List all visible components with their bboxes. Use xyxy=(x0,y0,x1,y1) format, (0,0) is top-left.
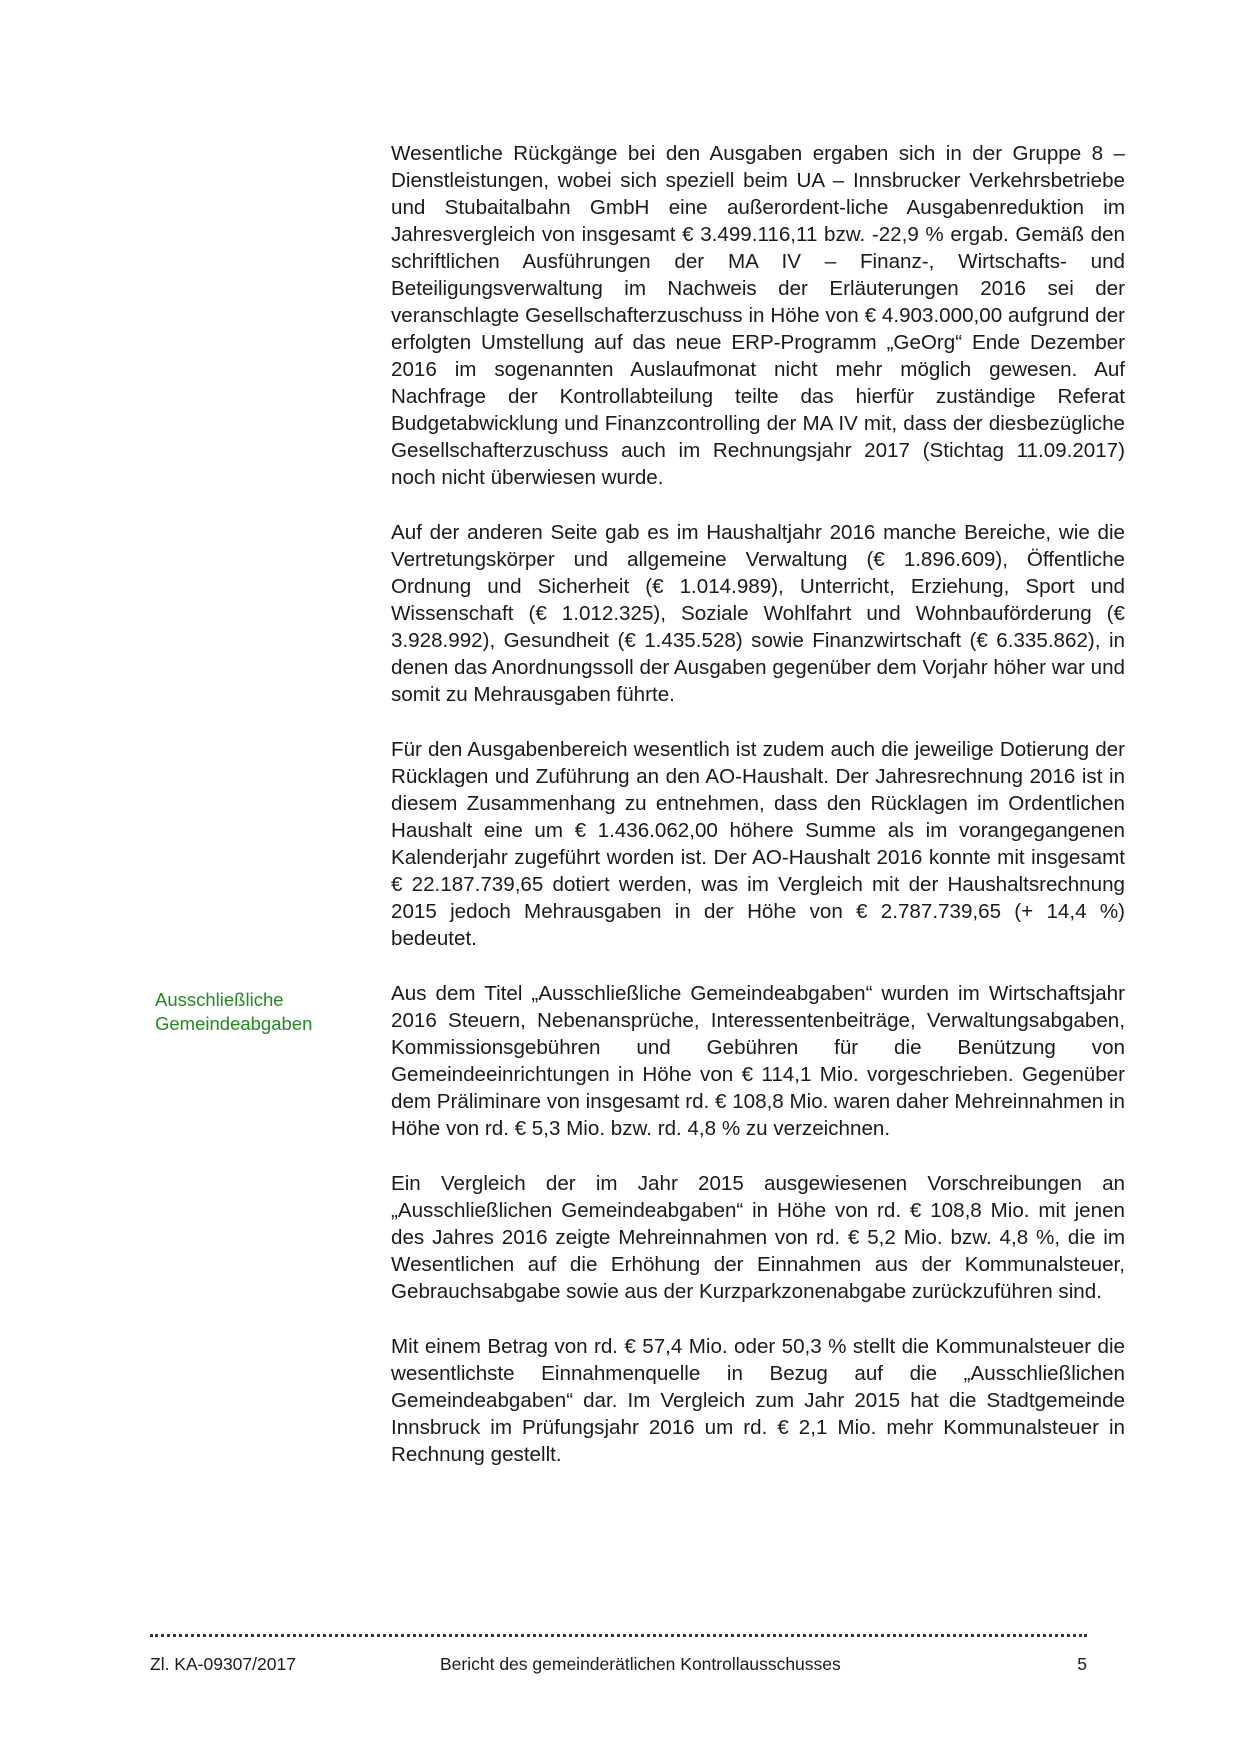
footer-title: Bericht des gemeinderätlichen Kontrollausschusses xyxy=(440,1654,841,1674)
paragraph-gemeindeabgaben: Aus dem Titel „Ausschließliche Gemeindeabgaben“ wurden im Wirtschaftsjahr 2016 Steuern, Nebenansprüche, Interessentenbeiträge, Verwaltungsabgaben, Kommissionsgebühren und Gebühren für die Benützung von Gemeindeeinrichtungen in Höhe von € 114,1 Mio. vorgeschrieben. Gegenüber dem Präliminare von insgesamt rd. € 108,8 Mio. waren daher Mehreinnahmen in Höhe von rd. € 5,3 Mio. bzw. rd. 4,8 % zu verzeichnen. xyxy=(391,982,1125,1140)
paragraph-vergleich-2015: Ein Vergleich der im Jahr 2015 ausgewiesenen Vorschreibungen an „Ausschließlichen Gemeindeabgaben“ in Höhe von rd. € 108,8 Mio. mit jenen des Jahres 2016 zeigte Mehreinnahmen von rd. € 5,2 Mio. bzw. 4,8 %, die im Wesentlichen auf die Erhöhung der Einnahmen aus der Kommunalsteuer, Gebrauchsabgabe sowie aus der Kurzparkzonenabgabe zurückzuführen sind. xyxy=(391,1172,1125,1303)
margin-note-heading xyxy=(155,988,355,1036)
footer-reference: Zl. KA-09307/2017 xyxy=(150,1654,296,1674)
footer-divider xyxy=(150,1634,1087,1637)
paragraph-dienstleistungen: Wesentliche Rückgänge bei den Ausgaben ergaben sich in der Gruppe 8 – Dienstleistungen, wobei sich speziell beim UA – Innsbrucker Verkehrsbetriebe und Stubaitalbahn GmbH eine außerordent-liche Ausgabenreduktion im Jahresvergleich von insgesamt € 3.499.116,11 bzw. -22,9 % ergab. Gemäß den schriftlichen Ausführungen der MA IV – Finanz-, Wirtschafts- und Beteiligungsverwaltung im Nachweis der Erläuterungen 2016 sei der veranschlagte Gesellschafterzuschuss in Höhe von € 4.903.000,00 aufgrund der erfolgten Umstellung auf das neue ERP-Programm „GeOrg“ Ende Dezember 2016 im sogenannten Auslaufmonat nicht mehr möglich gewesen. Auf Nachfrage der Kontrollabteilung teilte das hierfür zuständige Referat Budgetabwicklung und Finanzcontrolling der MA IV mit, dass der diesbezügliche Gesellschafterzuschuss auch im Rechnungsjahr 2017 (Stichtag 11.09.2017) noch nicht überwiesen wurde. xyxy=(391,142,1125,489)
page-footer xyxy=(150,1652,1087,1676)
paragraph-kommunalsteuer: Mit einem Betrag von rd. € 57,4 Mio. oder 50,3 % stellt die Kommunalsteuer die wesentlichste Einnahmenquelle in Bezug auf die „Ausschließlichen Gemeindeabgaben“ dar. Im Vergleich zum Jahr 2015 hat die Stadtgemeinde Innsbruck im Prüfungsjahr 2016 um rd. € 2,1 Mio. mehr Kommunalsteuer in Rechnung gestellt. xyxy=(391,1335,1125,1466)
paragraph-mehrausgaben: Auf der anderen Seite gab es im Haushaltjahr 2016 manche Bereiche, wie die Vertretungskörper und allgemeine Verwaltung (€ 1.896.609), Öffentliche Ordnung und Sicherheit (€ 1.014.989), Unterricht, Erziehung, Sport und Wissenschaft (€ 1.012.325), Soziale Wohlfahrt und Wohnbauförderung (€ 3.928.992), Gesundheit (€ 1.435.528) sowie Finanzwirtschaft (€ 6.335.862), in denen das Anordnungssoll der Ausgaben gegenüber dem Vorjahr höher war und somit zu Mehrausgaben führte. xyxy=(391,521,1125,706)
body-text-column xyxy=(391,140,1125,1468)
margin-note-line-2: Gemeindeabgaben xyxy=(155,1013,313,1034)
paragraph-ruecklagen: Für den Ausgabenbereich wesentlich ist zudem auch die jeweilige Dotierung der Rücklagen und Zuführung an den AO-Haushalt. Der Jahresrechnung 2016 ist in diesem Zusammenhang zu entnehmen, dass den Rücklagen im Ordentlichen Haushalt eine um € 1.436.062,00 höhere Summe als im vorangegangenen Kalenderjahr zugeführt worden ist. Der AO-Haushalt 2016 konnte mit insgesamt € 22.187.739,65 dotiert werden, was im Vergleich mit der Haushaltsrechnung 2015 jedoch Mehrausgaben in der Höhe von € 2.787.739,65 (+ 14,4 %) bedeutet. xyxy=(391,738,1125,950)
page-number: 5 xyxy=(1077,1654,1087,1674)
margin-note-line-1: Ausschließliche xyxy=(155,989,284,1010)
